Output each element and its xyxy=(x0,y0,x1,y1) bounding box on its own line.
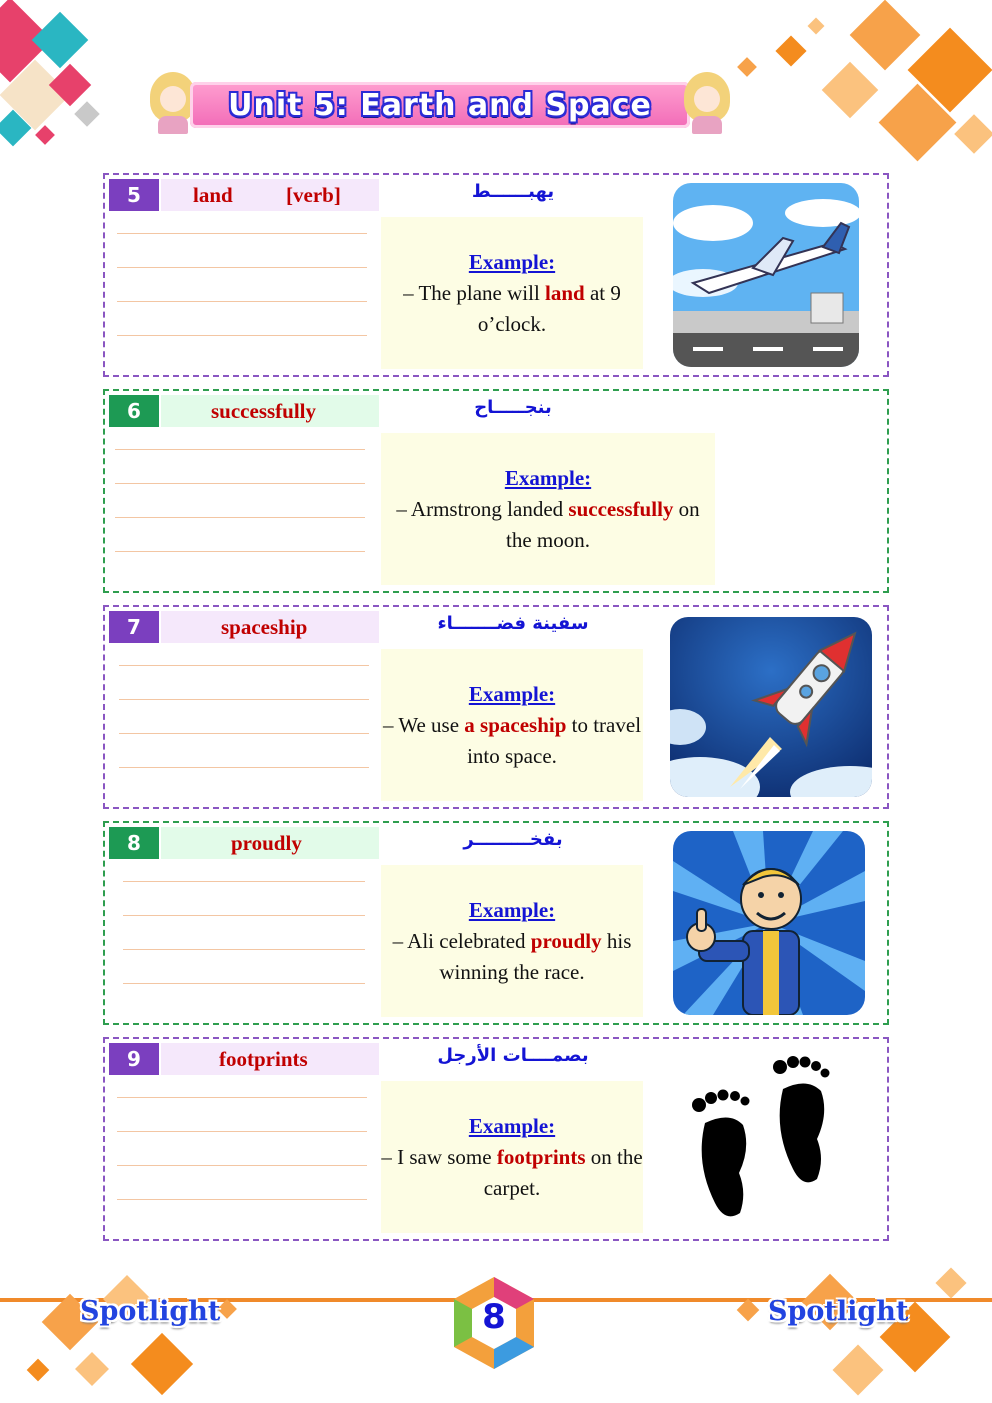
example-text-start: – I saw some xyxy=(381,1145,497,1169)
word-number: 7 xyxy=(109,611,159,643)
example-text-start: – Armstrong landed xyxy=(396,497,569,521)
example-label: Example: xyxy=(468,1114,556,1138)
example-text-end: his winning the race. xyxy=(439,929,632,984)
chibi-girl-right-image xyxy=(684,72,730,134)
word-number: 8 xyxy=(109,827,159,859)
arabic-translation: يهبــــــط xyxy=(471,181,555,202)
vocab-word: footprints xyxy=(219,1047,308,1071)
vocab-word: land xyxy=(193,183,233,207)
vocab-card-footprints xyxy=(103,1037,889,1241)
example-text-start: – The plane will xyxy=(403,281,546,305)
corner-decoration-top-right xyxy=(720,0,992,170)
writing-lines xyxy=(115,449,365,585)
example-text-end: on the carpet. xyxy=(483,1145,643,1200)
example-highlight: footprints xyxy=(496,1145,586,1169)
corner-decoration-top-left xyxy=(0,0,120,160)
unit-title-banner xyxy=(190,82,690,128)
plane-landing-image xyxy=(673,183,859,367)
vocab-card-proudly xyxy=(103,821,889,1025)
vocab-card-successfully xyxy=(103,389,889,593)
thumbs-up-boy-image xyxy=(673,831,865,1015)
vocab-word: successfully xyxy=(211,399,316,423)
example-text-end: at 9 o’clock. xyxy=(477,281,621,336)
example-box xyxy=(381,649,643,801)
corner-decoration-bottom-left xyxy=(20,1262,280,1403)
example-highlight: a spaceship xyxy=(464,713,567,737)
word-box xyxy=(161,611,379,643)
vocab-word: spaceship xyxy=(221,615,308,639)
example-box xyxy=(381,865,643,1017)
example-label: Example: xyxy=(468,250,556,274)
writing-lines xyxy=(123,881,365,1017)
arabic-translation: بنجـــــاح xyxy=(474,397,552,418)
footprints-image xyxy=(685,1053,845,1223)
word-number: 5 xyxy=(109,179,159,211)
corner-decoration-bottom-right xyxy=(700,1262,992,1403)
word-box xyxy=(161,827,379,859)
example-highlight: land xyxy=(545,281,585,305)
page-title: Unit 5: Earth and Space xyxy=(228,88,652,123)
example-label: Example: xyxy=(468,898,556,922)
arabic-translation: سفينة فضـــــــاء xyxy=(437,613,589,634)
example-highlight: proudly xyxy=(530,929,602,953)
example-box xyxy=(381,433,715,585)
word-box xyxy=(161,1043,379,1075)
vocab-card-land xyxy=(103,173,889,377)
vocab-card-spaceship xyxy=(103,605,889,809)
example-highlight: successfully xyxy=(568,497,674,521)
vocab-word: proudly xyxy=(231,831,302,855)
writing-lines xyxy=(117,1097,367,1233)
arabic-translation: بصمــــات الأرجل xyxy=(437,1045,589,1066)
writing-lines xyxy=(119,665,369,801)
example-text-end: to travel into space. xyxy=(467,713,642,768)
example-label: Example: xyxy=(468,682,556,706)
rocket-image xyxy=(670,617,872,797)
brand-logo-left: Spotlight xyxy=(80,1296,221,1327)
word-box xyxy=(161,395,379,427)
brand-logo-right: Spotlight xyxy=(768,1296,909,1327)
page-number: 8 xyxy=(482,1297,506,1337)
example-box xyxy=(381,217,643,369)
example-text-start: – Ali celebrated xyxy=(392,929,531,953)
writing-lines xyxy=(117,233,367,369)
example-label: Example: xyxy=(504,466,592,490)
example-box xyxy=(381,1081,643,1233)
word-number: 6 xyxy=(109,395,159,427)
example-text-end: on the moon. xyxy=(506,497,700,552)
word-box xyxy=(161,179,379,211)
part-of-speech: [verb] xyxy=(286,183,341,207)
example-text-start: – We use xyxy=(382,713,465,737)
word-number: 9 xyxy=(109,1043,159,1075)
arabic-translation: بفخـــــــــر xyxy=(463,829,563,850)
